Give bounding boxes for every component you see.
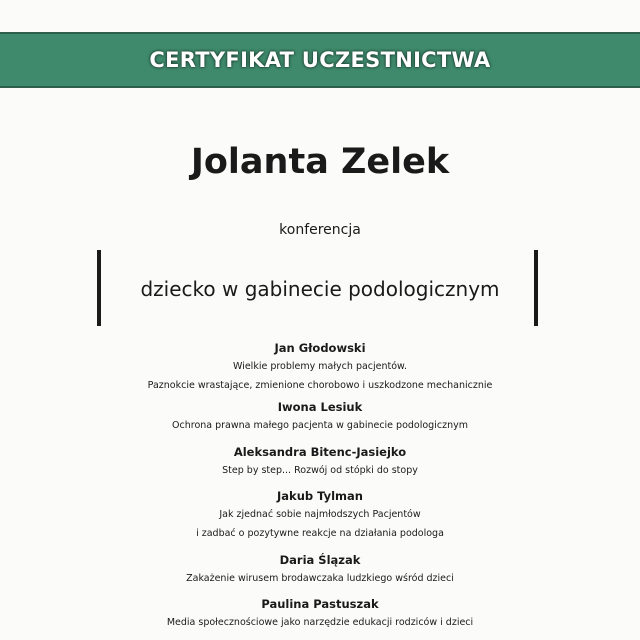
speaker-name: Aleksandra Bitenc-Jasiejko bbox=[233, 445, 407, 459]
talk-item bbox=[0, 339, 640, 395]
speaker-name: Paulina Pastuszak bbox=[261, 597, 379, 611]
certificate-title: CERTYFIKAT UCZESTNICTWA bbox=[149, 48, 491, 72]
talk-item bbox=[0, 443, 640, 480]
talk-item bbox=[0, 398, 640, 435]
speaker-name: Daria Ślązak bbox=[279, 553, 361, 567]
talk-title: Ochrona prawna małego pacjenta w gabinecie podologicznym bbox=[172, 420, 468, 431]
talk-title: Jak zjednać sobie najmłodszych Pacjentów bbox=[219, 509, 421, 520]
talk-title: i zadbać o pozytywne reakcje na działania podologa bbox=[196, 528, 444, 539]
talk-item bbox=[0, 551, 640, 588]
talk-title: Step by step... Rozwój od stópki do stopy bbox=[222, 465, 418, 476]
talk-title: Media społecznościowe jako narzędzie edukacji rodziców i dzieci bbox=[166, 617, 474, 628]
talk-title: Wielkie problemy małych pacjentów. bbox=[233, 361, 407, 372]
speaker-name: Jakub Tylman bbox=[277, 489, 363, 503]
event-title: dziecko w gabinecie podologicznym bbox=[140, 277, 500, 301]
speaker-name: Jan Głodowski bbox=[274, 341, 366, 355]
speaker-name: Iwona Lesiuk bbox=[277, 400, 363, 414]
talk-title: Paznokcie wrastające, zmienione chorobowo i uszkodzone mechanicznie bbox=[147, 380, 493, 391]
header-band bbox=[0, 32, 640, 88]
talk-title: Zakażenie wirusem brodawczaka ludzkiego wśród dzieci bbox=[186, 573, 454, 584]
talk-item bbox=[0, 487, 640, 543]
recipient-name: Jolanta Zelek bbox=[190, 142, 450, 182]
event-type: konferencja bbox=[279, 222, 361, 238]
talk-item bbox=[0, 595, 640, 632]
